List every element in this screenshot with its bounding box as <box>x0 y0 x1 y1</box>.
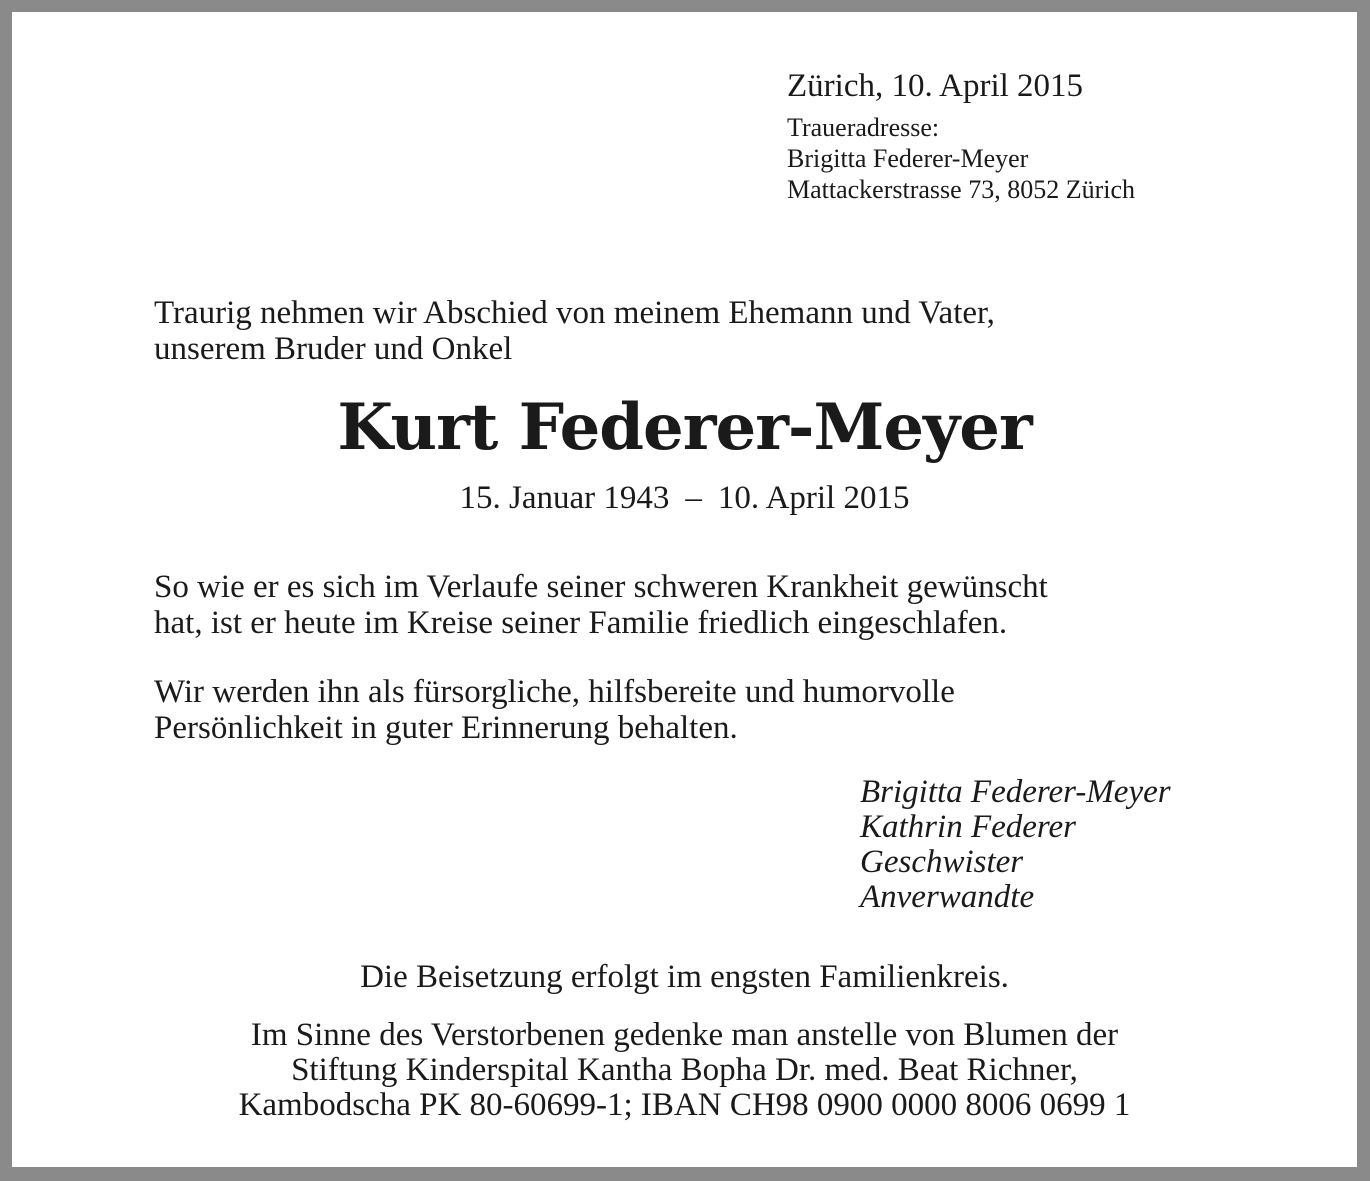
intro-line: unserem Bruder und Onkel <box>154 331 513 367</box>
place-date: Zürich, 10. April 2015 <box>787 68 1084 104</box>
donation-notice <box>12 1018 1357 1123</box>
deceased-name: Kurt Federer-Meyer <box>337 390 1032 465</box>
donation-line: Kambodscha PK 80-60699-1; IBAN CH98 0900 0000 8006 0699 1 <box>238 1087 1131 1123</box>
mourner-name: Kathrin Federer <box>860 809 1076 845</box>
donation-line: Im Sinne des Verstorbenen gedenke man anstelle von Blumen der <box>250 1017 1119 1053</box>
paragraph-line: Wir werden ihn als fürsorgliche, hilfsbereite und humorvolle <box>154 674 955 710</box>
mourners-list <box>860 775 1171 915</box>
life-dates <box>12 478 1357 518</box>
mourner-name: Anverwandte <box>860 879 1035 915</box>
paragraph-memory <box>154 674 1216 746</box>
paragraph-illness <box>154 569 1216 641</box>
paragraph-line: So wie er es sich im Verlaufe seiner schweren Krankheit gewünscht <box>154 569 1048 605</box>
intro-line: Traurig nehmen wir Abschied von meinem Ehemann und Vater, <box>154 295 995 331</box>
mourner-name: Brigitta Federer-Meyer <box>860 774 1171 810</box>
address-name: Brigitta Federer-Meyer <box>787 144 1029 173</box>
paragraph-line: Persönlichkeit in guter Erinnerung behalten. <box>154 710 738 746</box>
obituary-page <box>12 12 1357 1167</box>
death-date: 10. April 2015 <box>717 480 910 516</box>
birth-date: 15. Januar 1943 <box>459 480 670 516</box>
donation-line: Stiftung Kinderspital Kantha Bopha Dr. med. Beat Richner, <box>291 1052 1078 1088</box>
intro-text <box>154 295 1216 367</box>
burial-notice: Die Beisetzung erfolgt im engsten Familienkreis. <box>360 959 1009 995</box>
address-label: Traueradresse: <box>787 113 940 142</box>
address-street: Mattackerstrasse 73, 8052 Zürich <box>787 175 1136 204</box>
paragraph-line: hat, ist er heute im Kreise seiner Familie friedlich eingeschlafen. <box>154 605 1008 641</box>
date-separator: – <box>685 480 702 516</box>
mourner-name: Geschwister <box>860 844 1024 880</box>
header-block <box>787 66 1247 205</box>
